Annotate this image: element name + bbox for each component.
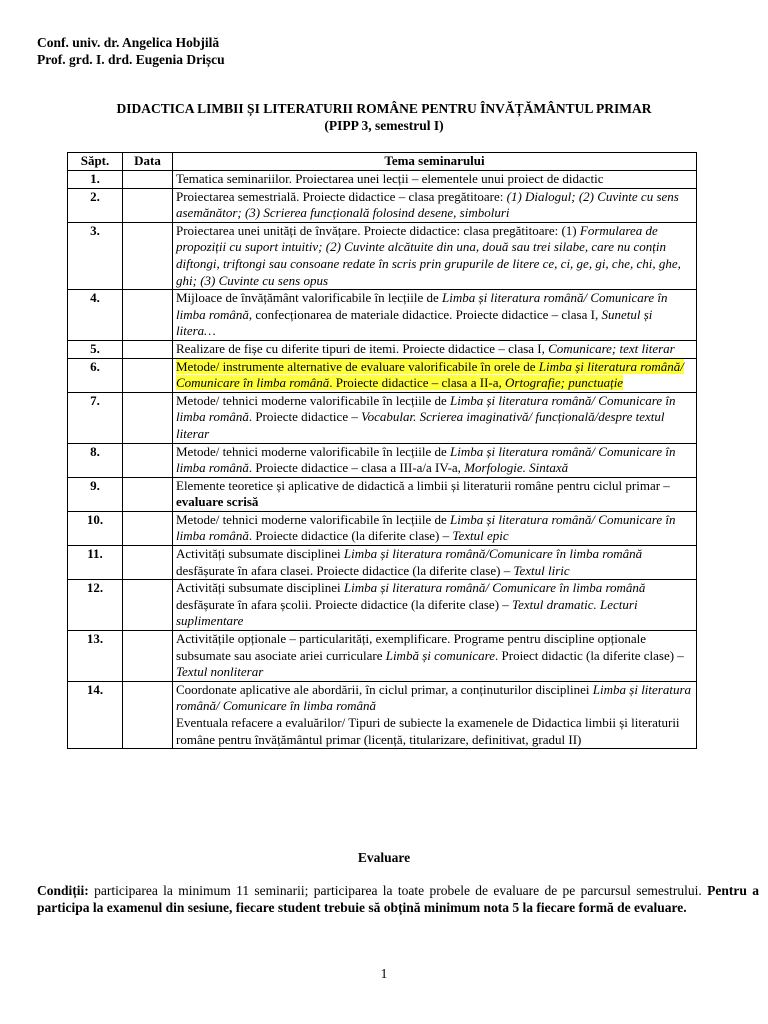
topic-text (176, 546, 642, 578)
week-number: 3. (68, 222, 123, 289)
date-cell (123, 443, 173, 477)
date-cell (123, 358, 173, 392)
topic-segment: . Proiecte didactice (la diferite clase) – (248, 528, 453, 544)
page-number: 1 (380, 966, 388, 981)
table-row (68, 631, 697, 682)
topic-italic-segment: Ortografie; punctuație (505, 375, 624, 391)
topic-italic-segment: Limbă și comunicare (385, 647, 496, 663)
topic-italic-segment: Limba și literatura română/ Comunicare în limba română (176, 443, 676, 476)
date-cell (123, 392, 173, 443)
topic-italic-segment: Limba și literatura română/ Comunicare în limba română (176, 511, 676, 544)
document-subtitle: (PIPP 3, semestrul I) (324, 118, 444, 133)
week-number: 4. (68, 290, 123, 341)
topic-text (176, 444, 675, 476)
topic-bold-segment: evaluare scrisă (176, 494, 259, 510)
date-cell (123, 511, 173, 545)
document-title-block (0, 100, 768, 134)
topic-text (176, 631, 684, 679)
topic-italic-segment: Limba și literatura română/ Comunicare în limba română (176, 681, 692, 714)
author-1: Conf. univ. dr. Angelica Hobjilă (37, 35, 220, 50)
table-row (68, 580, 697, 631)
table-row (68, 222, 697, 289)
evaluation-heading: Evaluare (357, 850, 411, 865)
topic-text (176, 478, 670, 510)
header-week: Săpt. (68, 153, 123, 171)
header-date: Data (123, 153, 173, 171)
topic-segment: Mijloace de învățământ valorificabile în lecțiile de (176, 290, 443, 306)
topic-segment: Eventuala refacere a evaluărilor/ Tipuri de subiecte la examenele de Didactica limbii și literaturii române pentru învățământul primar (licență, titularizare, definitivat, gradul II) (176, 715, 680, 747)
author-2: Prof. grd. I. drd. Eugenia Drișcu (37, 52, 225, 67)
topic-segment: . Proiecte didactice – clasa a II-a, (329, 375, 506, 391)
table-row (68, 681, 697, 748)
week-number: 12. (68, 580, 123, 631)
topic-segment: Proiectarea semestrială. Proiecte didactice – clasa pregătitoare: (176, 188, 507, 204)
topic-segment: desfășurate în afara școlii. Proiecte didactice (la diferite clase) – (176, 596, 513, 612)
week-number: 6. (68, 358, 123, 392)
topic-segment: Metode/ instrumente alternative de evaluare valorificabile în orele de (176, 358, 539, 374)
table-header-row (68, 153, 697, 171)
topic-segment: Metode/ tehnici moderne valorificabile în lecțiile de (176, 443, 450, 459)
topic-text (176, 290, 668, 338)
topic-segment: . Proiecte didactice – (248, 409, 362, 425)
topic-cell (173, 392, 697, 443)
topic-cell (173, 631, 697, 682)
topic-italic-segment: Textul dramatic. Lecturi suplimentare (176, 596, 638, 629)
week-number: 2. (68, 188, 123, 222)
topic-text (176, 223, 681, 288)
seminar-schedule-table (67, 152, 697, 749)
week-number: 7. (68, 392, 123, 443)
week-number: 11. (68, 546, 123, 580)
topic-cell (173, 290, 697, 341)
table-row (68, 340, 697, 358)
date-cell (123, 546, 173, 580)
week-number: 1. (68, 171, 123, 189)
conditions-text: participarea la minimum 11 seminarii; participarea la toate probele de evaluare de pe parcursul semestrului. (88, 883, 708, 898)
topic-text (176, 580, 645, 628)
topic-segment: Activități subsumate disciplinei (176, 546, 344, 562)
table-row (68, 546, 697, 580)
header-topic: Tema seminarului (173, 153, 697, 171)
topic-cell (173, 681, 697, 748)
week-number: 8. (68, 443, 123, 477)
table-row (68, 171, 697, 189)
table-row (68, 188, 697, 222)
topic-cell (173, 511, 697, 545)
date-cell (123, 188, 173, 222)
topic-segment: Metode/ tehnici moderne valorificabile în lecțiile de (176, 392, 450, 408)
topic-segment: Activități subsumate disciplinei (176, 580, 344, 596)
topic-italic-segment: Limba și literatura română/ Comunicare în limba română (176, 290, 668, 322)
topic-segment: Realizare de fișe cu diferite tipuri de itemi. Proiecte didactice – clasa I, (176, 340, 549, 356)
topic-segment: Metode/ tehnici moderne valorificabile în lecțiile de (176, 511, 450, 527)
topic-segment: Tematica seminariilor. Proiectarea unei lecții – elementele unui proiect de didactic (176, 171, 604, 186)
topic-cell (173, 443, 697, 477)
topic-segment: Elemente teoretice și aplicative de didactică a limbii și literaturii române pentru ciclul primar – (176, 477, 670, 493)
table-row (68, 358, 697, 392)
topic-italic-segment: Formularea de propoziții cu suport intuitiv; (2) Cuvinte alcătuite din una, două sau trei silabe, care nu conțin diftongi, triftongi sau consoane redate în scris prin grupurile de litere ce, ci, ge, gi, che, chi, ghe, ghi; (3) Cuvinte cu sens opus (176, 222, 681, 288)
week-number: 14. (68, 681, 123, 748)
topic-italic-segment: Comunicare; text literar (548, 340, 675, 356)
highlighted-text (176, 359, 684, 391)
week-number: 13. (68, 631, 123, 682)
date-cell (123, 171, 173, 189)
topic-cell (173, 171, 697, 189)
topic-text (176, 171, 604, 186)
date-cell (123, 340, 173, 358)
topic-segment: Activitățile opționale – particularități, exemplificare. Programe pentru discipline opționale subsumate sau asociate ariei curriculare (176, 631, 647, 663)
conditions-label: Condiții: (37, 883, 89, 898)
date-cell (123, 681, 173, 748)
date-cell (123, 222, 173, 289)
topic-cell (173, 340, 697, 358)
topic-italic-segment: Vocabular. Scrierea imaginativă/ funcțională/despre textul literar (176, 409, 665, 441)
topic-cell (173, 477, 697, 511)
document-title: DIDACTICA LIMBII ȘI LITERATURII ROMÂNE PENTRU ÎNVĂȚĂMÂNTUL PRIMAR (116, 101, 652, 116)
date-cell (123, 631, 173, 682)
date-cell (123, 580, 173, 631)
conditions-bold-text: Pentru a participa la examenul din sesiune, fiecare student trebuie să obțină minimum nota 5 la fiecare formă de evaluare. (37, 883, 759, 915)
topic-text (176, 682, 691, 747)
table-row (68, 443, 697, 477)
topic-segment: desfășurate în afara clasei. Proiecte didactice (la diferite clase) – (176, 562, 514, 578)
topic-italic-segment: (1) Dialogul; (2) Cuvinte cu sens asemănător; (3) Scrierea funcțională folosind desene, simboluri (176, 188, 679, 221)
table-row (68, 290, 697, 341)
topic-text (176, 189, 679, 221)
topic-italic-segment: Morfologie. Sintaxă (464, 460, 569, 476)
topic-italic-segment: Textul nonliterar (176, 664, 264, 680)
authors-block (37, 34, 225, 68)
topic-cell (173, 546, 697, 580)
topic-italic-segment: Textul epic (452, 528, 509, 544)
week-number: 10. (68, 511, 123, 545)
date-cell (123, 290, 173, 341)
topic-italic-segment: Textul liric (513, 562, 570, 578)
topic-text (176, 341, 675, 356)
evaluation-conditions (37, 882, 759, 916)
topic-cell (173, 188, 697, 222)
topic-segment: . Proiecte didactice – clasa a III-a/a IV-a, (248, 460, 465, 476)
topic-segment: , confecționarea de materiale didactice. Proiecte didactice – clasa I, (248, 306, 602, 322)
topic-text (176, 512, 675, 544)
topic-segment: Coordonate aplicative ale abordării, în ciclul primar, a conținuturilor disciplinei (176, 681, 593, 697)
week-number: 9. (68, 477, 123, 511)
topic-segment: Proiectarea unei unități de învățare. Proiecte didactice: clasa pregătitoare: (1) (176, 222, 580, 238)
topic-italic-segment: Limba și literatura română/ Comunicare în limba română (176, 358, 684, 391)
topic-cell (173, 222, 697, 289)
topic-italic-segment: Limba și literatura română/ Comunicare în limba română (343, 580, 646, 596)
table-row (68, 477, 697, 511)
topic-cell (173, 358, 697, 392)
table-body (68, 171, 697, 749)
date-cell (123, 477, 173, 511)
topic-italic-segment: Limba și literatura română/Comunicare în limba română (343, 546, 643, 562)
topic-cell (173, 580, 697, 631)
topic-segment: . Proiect didactic (la diferite clase) – (495, 647, 684, 663)
table-row (68, 511, 697, 545)
topic-italic-segment: Sunetul și litera… (176, 306, 653, 339)
table-row (68, 392, 697, 443)
topic-italic-segment: Limba și literatura română/ Comunicare în limba română (176, 392, 676, 425)
week-number: 5. (68, 340, 123, 358)
topic-text (176, 393, 675, 441)
